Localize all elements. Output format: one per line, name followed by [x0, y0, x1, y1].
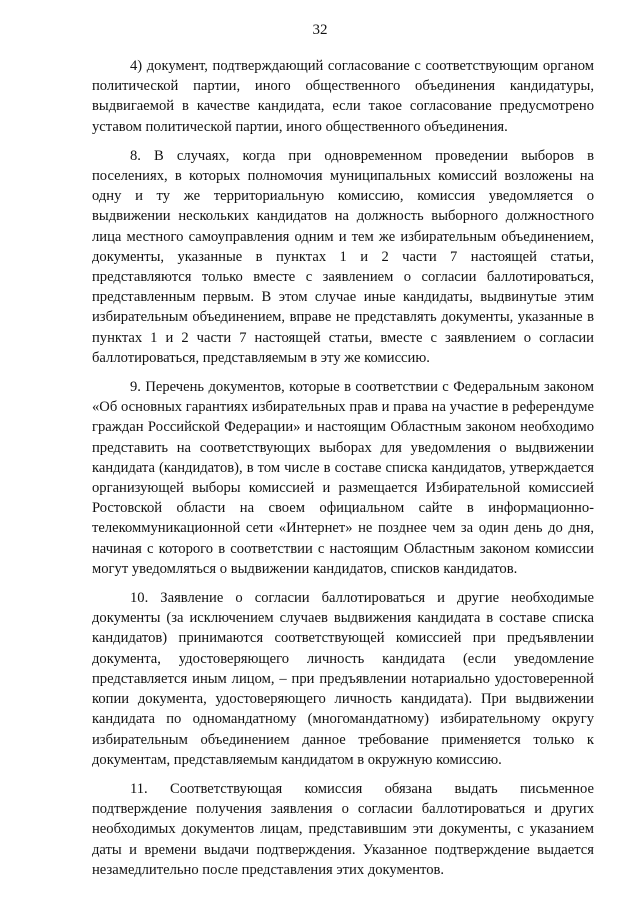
paragraph-part-9: 9. Перечень документов, которые в соответствии с Федеральным законом «Об основных гарантиях избирательных прав и права на участие в референдуме граждан Российской Федерации» и настоящим Областным законом необходимо представить на соответствующих выборах для уведомления о выдвижении кандидата (кандидатов), в том числе в составе списка кандидатов, утверждается организующей выборы комиссией и размещается Избирательной комиссией Ростовской области на своем официальном сайте в информационно-телекоммуникационной сети «Интернет» не позднее чем за один день до дня, начиная с которого в соответствии с настоящим Областным законом комиссии могут уведомляться о выдвижении кандидатов, списков кандидатов.	[92, 379, 594, 577]
paragraph-part-11: 11. Соответствующая комиссия обязана выдать письменное подтверждение получения заявления о согласии баллотироваться и других необходимых документов лицам, представившим эти документы, с указанием даты и времени выдачи подтверждения. Указанное подтверждение выдается незамедлительно после представления этих документов.	[92, 780, 594, 878]
paragraph-part-8: 8. В случаях, когда при одновременном проведении выборов в поселениях, в которых полномочия муниципальных комиссий возложены на одну и ту же территориальную комиссию, комиссия уведомляется о выдвижении нескольких кандидатов на должность выборного должностного лица местного самоуправления одним и тем же избирательным объединением, документы, указанные в пунктах 1 и 2 части 7 настоящей статьи, представляются только вместе с заявлением о согласии баллотироваться, представленным первым. В этом случае иные кандидаты, выдвинутые этим избирательным объединением, вправе не представлять документы, указанные в пунктах 1 и 2 части 7 настоящей статьи, вместе с заявлением о согласии баллотироваться, представляемым в эту же комиссию.	[92, 147, 594, 366]
paragraph-part-10: 10. Заявление о согласии баллотироваться и другие необходимые документы (за исключением случаев выдвижения кандидата в составе списка кандидатов) принимаются соответствующей комиссией при предъявлении документа, удостоверяющего личность кандидата (если уведомление представляется иным лицом, – при предъявлении нотариально удостоверенной копии документа, удостоверяющего личность кандидата). При выдвижении кандидата по одномандатному (многомандатному) избирательному округу избирательным объединением данное требование применяется только к документам, представляемым кандидатом в окружную комиссию.	[92, 590, 594, 768]
page-number: 32	[312, 22, 328, 38]
paragraph-item-4: 4) документ, подтверждающий согласование с соответствующим органом политической партии, иного общественного объединения кандидатуры, выдвигаемой в качестве кандидата, если такое согласование предусмотрено уставом политической партии, иного общественного объединения.	[92, 58, 594, 135]
document-body	[92, 56, 594, 889]
